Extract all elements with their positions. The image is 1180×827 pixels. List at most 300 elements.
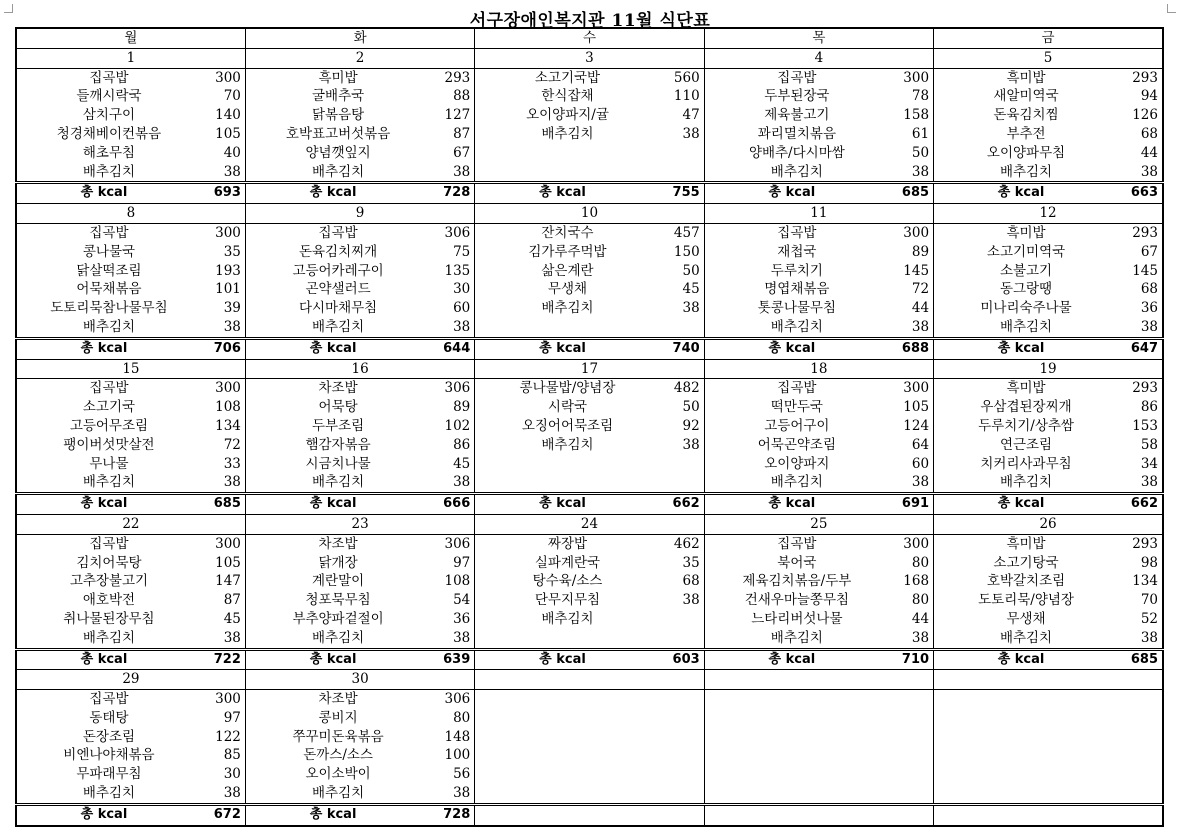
menu-item-kcal: 72 [223, 436, 241, 453]
menu-item-cell [16, 709, 245, 728]
menu-item-kcal: 306 [444, 691, 471, 708]
menu-item-cell [934, 765, 1163, 784]
total-kcal-label: 총 kcal [309, 651, 357, 667]
total-kcal-cell [245, 338, 474, 359]
menu-item-kcal: 38 [911, 629, 930, 646]
menu-item-kcal: 67 [453, 144, 471, 161]
menu-item-name: 배추김치 [82, 474, 136, 491]
date-cell: 24 [475, 514, 704, 534]
menu-item-cell [16, 629, 245, 649]
menu-item-name: 배추김치 [82, 318, 136, 335]
menu-item [934, 629, 1162, 648]
menu-item-cell [475, 746, 704, 765]
menu-item-name: 무나물 [89, 455, 129, 472]
menu-item-kcal: 38 [1140, 318, 1158, 335]
menu-item-cell [245, 746, 474, 765]
menu-item-name: 배추김치 [312, 629, 365, 646]
menu-item-cell [475, 68, 704, 87]
menu-item-name: 배추김치 [999, 474, 1053, 491]
menu-item-kcal: 38 [682, 592, 700, 609]
menu-item [246, 728, 474, 747]
menu-item-cell [934, 379, 1163, 398]
menu-item-cell [704, 398, 933, 417]
menu-item-kcal: 140 [215, 107, 241, 124]
total-kcal-cell [475, 649, 704, 670]
menu-item-kcal: 102 [444, 417, 471, 434]
menu-item-cell [16, 280, 245, 299]
total-kcal-value: 666 [443, 496, 471, 512]
menu-item [246, 709, 474, 728]
menu-item-name: 돈장조림 [82, 728, 136, 745]
menu-item-row [16, 163, 1163, 183]
menu-item-kcal: 306 [444, 380, 471, 397]
menu-item-cell [245, 572, 474, 591]
date-cell: 17 [475, 359, 704, 379]
menu-item [705, 436, 933, 455]
menu-item-name: 동그랑땡 [999, 281, 1053, 298]
menu-item-kcal: 38 [911, 163, 930, 180]
date-row [16, 204, 1163, 224]
menu-item [246, 765, 474, 784]
menu-item-kcal: 54 [453, 592, 471, 609]
menu-item-cell [704, 629, 933, 649]
menu-item [246, 106, 474, 125]
menu-item [705, 299, 933, 318]
menu-item-name: 배추김치 [770, 318, 823, 335]
total-kcal-label: 총 kcal [80, 806, 128, 822]
menu-item-name: 시락국 [547, 399, 588, 416]
menu-item-row [16, 455, 1163, 474]
menu-item-cell [704, 262, 933, 281]
total-kcal-cell [934, 183, 1163, 204]
menu-item-cell [245, 262, 474, 281]
menu-item-cell [475, 87, 704, 106]
menu-item-cell [245, 554, 474, 573]
total-kcal-cell [704, 649, 933, 670]
date-cell: 9 [245, 204, 474, 224]
menu-item [17, 746, 245, 765]
menu-item-cell [245, 299, 474, 318]
menu-item-name: 어묵탕 [318, 399, 358, 416]
menu-item-name: 콩나물국 [82, 243, 136, 260]
menu-item-name: 집곡밥 [89, 224, 129, 241]
total-kcal-label: 총 kcal [80, 651, 128, 667]
menu-item-cell [704, 690, 933, 709]
menu-item-cell [16, 728, 245, 747]
date-cell: 2 [245, 48, 474, 68]
menu-item-kcal: 38 [453, 629, 471, 646]
total-kcal-value: 647 [1130, 340, 1158, 356]
menu-item-kcal: 300 [215, 224, 241, 241]
menu-item [17, 417, 245, 436]
menu-item-cell [245, 68, 474, 87]
menu-item-kcal: 36 [1140, 300, 1158, 317]
menu-item-name: 집곡밥 [777, 69, 817, 86]
menu-item-kcal: 293 [444, 69, 471, 86]
menu-item [705, 87, 933, 106]
menu-item-kcal: 462 [673, 535, 700, 552]
menu-item-kcal: 94 [1140, 88, 1158, 105]
menu-item-name: 배추김치 [82, 629, 136, 646]
menu-item [705, 262, 933, 281]
menu-item-name: 무생채 [1006, 610, 1046, 627]
menu-item-name: 차조밥 [318, 380, 358, 397]
menu-item-kcal: 457 [673, 224, 700, 241]
date-cell: 18 [704, 359, 933, 379]
menu-item-name: 배추김치 [770, 474, 823, 491]
menu-item-kcal: 38 [453, 785, 471, 802]
menu-item-row [16, 690, 1163, 709]
menu-item-row [16, 436, 1163, 455]
menu-item [17, 610, 245, 629]
menu-item [246, 417, 474, 436]
menu-item-name: 느타리버섯나물 [751, 610, 843, 627]
total-kcal-label: 총 kcal [768, 340, 816, 356]
menu-item [246, 125, 474, 144]
menu-item-kcal: 35 [682, 554, 700, 571]
menu-item-name: 콩나물밥/양념장 [519, 380, 616, 397]
menu-item-name: 꽈리멸치볶음 [757, 125, 836, 142]
menu-item-row [16, 417, 1163, 436]
menu-item-cell [16, 554, 245, 573]
menu-item-name: 청경채베이컨볶음 [56, 125, 162, 142]
menu-item [17, 629, 245, 648]
menu-item-cell [704, 436, 933, 455]
menu-item-kcal: 97 [223, 709, 241, 726]
menu-item [246, 280, 474, 299]
menu-item-name: 두루치기/상추쌈 [978, 417, 1074, 434]
total-kcal-cell [16, 804, 245, 825]
total-kcal-cell [245, 494, 474, 515]
weekday-header: 화 [245, 28, 474, 48]
menu-item-kcal: 97 [453, 554, 471, 571]
menu-item [246, 87, 474, 106]
menu-item [475, 243, 703, 262]
menu-item-name: 도토리묵참나물무침 [50, 300, 168, 317]
menu-item [475, 610, 703, 629]
menu-item [17, 455, 245, 474]
date-cell: 15 [16, 359, 245, 379]
menu-item-cell [475, 398, 704, 417]
menu-item-kcal: 30 [453, 281, 471, 298]
menu-item-cell [934, 690, 1163, 709]
menu-item [246, 436, 474, 455]
menu-item-cell [934, 106, 1163, 125]
menu-item-cell [704, 534, 933, 553]
total-kcal-cell [704, 338, 933, 359]
menu-item [17, 591, 245, 610]
menu-item-kcal: 38 [911, 318, 930, 335]
date-cell [934, 670, 1163, 690]
menu-item-kcal: 110 [673, 88, 700, 105]
menu-item [705, 591, 933, 610]
menu-item-kcal: 293 [1132, 224, 1158, 241]
total-kcal-value: 728 [443, 185, 471, 201]
date-cell: 4 [704, 48, 933, 68]
menu-item-kcal [660, 610, 700, 629]
menu-item [475, 436, 703, 455]
menu-item-cell [245, 455, 474, 474]
menu-item-cell [934, 534, 1163, 553]
menu-item-cell [704, 784, 933, 804]
menu-item-cell [245, 243, 474, 262]
menu-item-name: 고등어무조림 [69, 417, 149, 434]
total-kcal-cell [16, 494, 245, 515]
menu-item-cell [245, 417, 474, 436]
total-kcal-cell [16, 649, 245, 670]
menu-item-row [16, 784, 1163, 804]
menu-item-name: 김치어묵탕 [76, 554, 142, 571]
menu-item-name: 다시마채무침 [298, 300, 378, 317]
menu-item [705, 243, 933, 262]
menu-item [475, 262, 703, 281]
menu-item-kcal: 101 [215, 281, 241, 298]
menu-item-row [16, 591, 1163, 610]
menu-item-name: 고등어카레구이 [292, 262, 384, 279]
menu-item-kcal: 293 [1132, 535, 1158, 552]
menu-item [17, 163, 245, 182]
menu-item-kcal: 168 [903, 573, 930, 590]
menu-item-cell [475, 262, 704, 281]
menu-item-cell [16, 223, 245, 242]
total-kcal-cell [934, 804, 1163, 825]
menu-item-cell [16, 163, 245, 183]
menu-item-cell [475, 436, 704, 455]
menu-item [934, 224, 1162, 243]
menu-item-row [16, 144, 1163, 163]
total-kcal-value: 688 [901, 340, 930, 356]
menu-item-kcal: 68 [1140, 125, 1158, 142]
menu-item-name: 건새우마늘쫑무침 [744, 592, 850, 609]
date-cell: 8 [16, 204, 245, 224]
total-kcal-cell [245, 804, 474, 825]
menu-item [934, 610, 1162, 629]
menu-item-kcal: 293 [1132, 380, 1158, 397]
menu-item [934, 572, 1162, 591]
menu-item [17, 398, 245, 417]
menu-item-cell [16, 144, 245, 163]
menu-item-cell [16, 765, 245, 784]
menu-item-cell [934, 125, 1163, 144]
menu-item-kcal: 153 [1132, 417, 1158, 434]
menu-item [17, 69, 245, 88]
menu-item-name: 탕수육/소스 [532, 573, 603, 590]
menu-item-cell [16, 68, 245, 87]
menu-item-kcal: 50 [682, 399, 700, 416]
menu-item-cell [934, 68, 1163, 87]
menu-item-kcal: 85 [223, 747, 241, 764]
menu-item [17, 473, 245, 492]
date-cell [704, 670, 933, 690]
menu-item-kcal: 67 [1140, 243, 1158, 260]
menu-item [17, 262, 245, 281]
total-kcal-label: 총 kcal [997, 496, 1045, 512]
menu-item-kcal: 38 [223, 785, 241, 802]
menu-item [17, 765, 245, 784]
menu-item-kcal: 300 [903, 535, 930, 552]
menu-item-name: 소고기국밥 [534, 69, 601, 86]
menu-item-cell [475, 144, 704, 163]
date-cell: 22 [16, 514, 245, 534]
date-cell: 16 [245, 359, 474, 379]
total-kcal-label: 총 kcal [768, 651, 816, 667]
menu-item [705, 554, 933, 573]
menu-item-cell [704, 746, 933, 765]
menu-item [246, 746, 474, 765]
total-kcal-value: 603 [672, 651, 700, 667]
menu-item-cell [934, 223, 1163, 242]
date-cell [475, 670, 704, 690]
menu-item [475, 125, 703, 144]
menu-item-name: 집곡밥 [89, 69, 129, 86]
menu-item-cell [934, 591, 1163, 610]
date-cell: 10 [475, 204, 704, 224]
menu-item-cell [934, 572, 1163, 591]
menu-item-kcal: 38 [223, 318, 241, 335]
total-kcal-label: 총 kcal [768, 185, 816, 201]
menu-item [934, 398, 1162, 417]
menu-item-name: 제육김치볶음/두부 [742, 573, 852, 590]
menu-item [246, 144, 474, 163]
menu-item-name: 재첩국 [777, 243, 817, 260]
menu-item-row [16, 765, 1163, 784]
menu-item-row [16, 87, 1163, 106]
menu-item-cell [245, 318, 474, 338]
menu-item [934, 299, 1162, 318]
menu-item-row [16, 106, 1163, 125]
menu-item-cell [934, 398, 1163, 417]
menu-item-cell [16, 417, 245, 436]
menu-item-name: 흑미밥 [1006, 535, 1046, 552]
menu-item-cell [704, 473, 933, 493]
menu-item-cell [475, 318, 704, 338]
menu-item-name: 고추장불고기 [69, 573, 149, 590]
menu-item [246, 690, 474, 709]
menu-item-row [16, 554, 1163, 573]
menu-item-kcal: 38 [453, 474, 471, 491]
total-kcal-cell [16, 183, 245, 204]
menu-item-cell [704, 591, 933, 610]
menu-item-cell [245, 398, 474, 417]
total-kcal-label: 총 kcal [997, 651, 1045, 667]
menu-item-kcal: 38 [1140, 163, 1158, 180]
menu-item [705, 473, 933, 492]
menu-item-cell [934, 417, 1163, 436]
menu-item-kcal: 300 [903, 380, 930, 397]
menu-item [934, 455, 1162, 474]
date-cell: 19 [934, 359, 1163, 379]
menu-item-name: 배추김치 [541, 300, 594, 317]
menu-item-cell [934, 436, 1163, 455]
menu-item [934, 280, 1162, 299]
menu-item-cell [934, 455, 1163, 474]
menu-item-cell [245, 728, 474, 747]
menu-item-name: 삶은계란 [541, 262, 594, 279]
menu-item-name: 집곡밥 [89, 380, 129, 397]
menu-item-name: 오이양파지/귤 [526, 107, 609, 124]
menu-item-kcal: 45 [223, 610, 241, 627]
menu-item [475, 87, 703, 106]
menu-item-kcal: 300 [215, 380, 241, 397]
menu-item-name: 동태탕 [89, 709, 129, 726]
date-cell: 26 [934, 514, 1163, 534]
menu-item-cell [245, 629, 474, 649]
menu-item-cell [16, 746, 245, 765]
total-kcal-label: 총 kcal [309, 185, 357, 201]
menu-item [934, 243, 1162, 262]
total-kcal-cell [475, 804, 704, 825]
menu-item [705, 535, 933, 554]
menu-item-cell [16, 318, 245, 338]
menu-item-kcal: 124 [903, 417, 930, 434]
menu-item-kcal: 70 [1140, 592, 1158, 609]
menu-item-row [16, 629, 1163, 649]
menu-item-cell [245, 125, 474, 144]
menu-item-cell [16, 473, 245, 493]
total-kcal-cell [16, 338, 245, 359]
menu-item-cell [475, 106, 704, 125]
menu-item [934, 144, 1162, 163]
total-kcal-value: 685 [901, 185, 930, 201]
menu-item-kcal: 47 [682, 107, 700, 124]
menu-item-cell [475, 784, 704, 804]
date-cell: 12 [934, 204, 1163, 224]
menu-item-name: 배추김치 [770, 163, 823, 180]
date-row [16, 48, 1163, 68]
menu-item-kcal: 78 [911, 88, 930, 105]
menu-item-name: 계란말이 [312, 573, 365, 590]
date-cell: 5 [934, 48, 1163, 68]
total-kcal-label: 총 kcal [997, 340, 1045, 356]
total-kcal-value: 740 [672, 340, 700, 356]
weekday-header: 수 [475, 28, 704, 48]
menu-item-cell [475, 629, 704, 649]
page-title: 서구장애인복지관 11월 식단표 [469, 11, 711, 31]
menu-item-kcal: 36 [453, 610, 471, 627]
menu-item-cell [704, 243, 933, 262]
menu-item-name: 삼치구이 [82, 107, 136, 124]
total-kcal-value: 706 [213, 340, 241, 356]
menu-item-kcal: 61 [911, 125, 930, 142]
menu-item [17, 554, 245, 573]
menu-item-name: 집곡밥 [777, 535, 817, 552]
menu-item-kcal: 44 [1140, 144, 1158, 161]
total-kcal-cell [245, 183, 474, 204]
menu-item [705, 572, 933, 591]
menu-item-kcal: 87 [453, 125, 471, 142]
menu-item [17, 690, 245, 709]
menu-item-row [16, 728, 1163, 747]
menu-item-cell [245, 87, 474, 106]
menu-item-kcal: 105 [215, 554, 241, 571]
menu-item [17, 87, 245, 106]
menu-item [246, 455, 474, 474]
menu-item-name: 돈까스/소스 [303, 747, 373, 764]
menu-item [705, 125, 933, 144]
menu-item [17, 728, 245, 747]
weekday-header: 목 [704, 28, 933, 48]
menu-item [475, 572, 703, 591]
total-kcal-cell [704, 804, 933, 825]
menu-item-cell [704, 87, 933, 106]
menu-item-cell [704, 728, 933, 747]
total-kcal-label: 총 kcal [309, 340, 357, 356]
menu-item-name: 집곡밥 [777, 380, 817, 397]
menu-item [475, 106, 703, 125]
date-row [16, 359, 1163, 379]
menu-item-kcal: 75 [453, 243, 471, 260]
menu-item-cell [934, 280, 1163, 299]
